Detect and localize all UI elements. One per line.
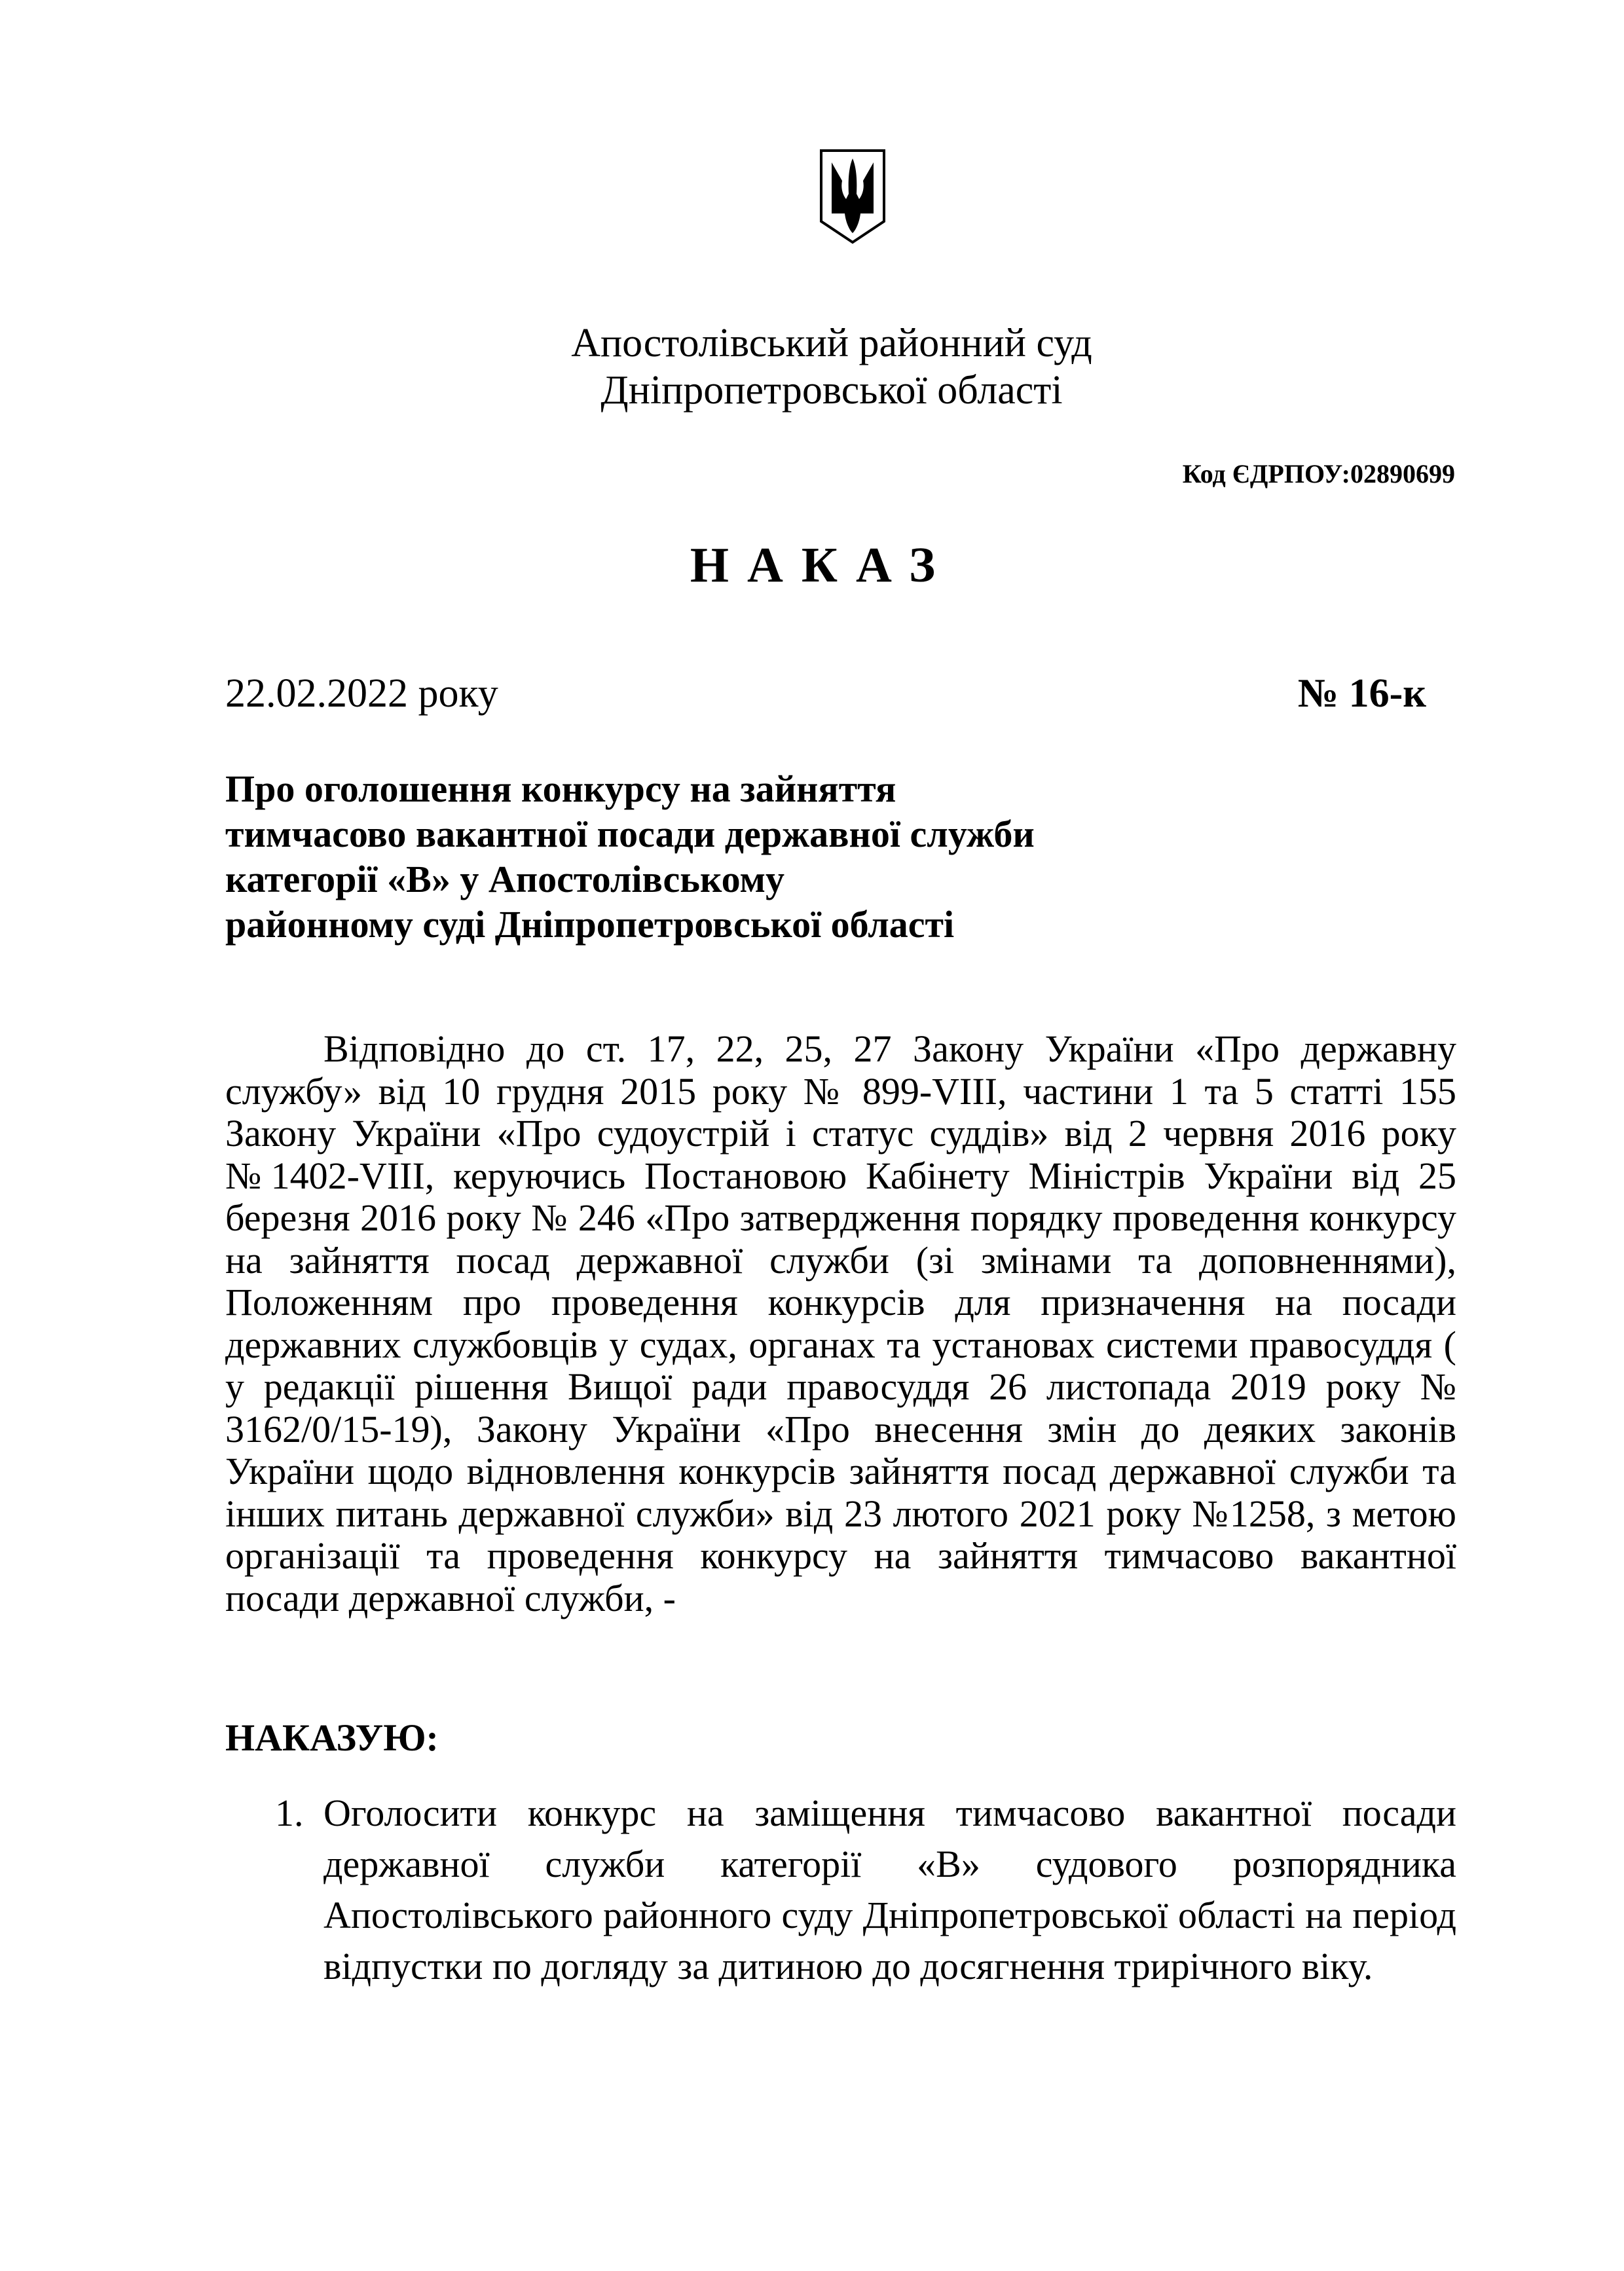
order-items-list [275, 1788, 1456, 1992]
order-item-text: Оголосити конкурс на заміщення тимчасово вакантної посади державної служби категорії «В» судового розпорядника Апостолівського районного суду Дніпропетровської області на період відпустки по догляду за дитиною до досягнення трирічного віку. [323, 1792, 1456, 1987]
order-item-number: 1. [275, 1792, 304, 1834]
subject-line: тимчасово вакантної посади державної служби [225, 813, 1035, 855]
organization-line-2: Дніпропетровської області [600, 368, 1063, 413]
subject-line: категорії «В» у Апостолівському [225, 858, 784, 900]
preamble-paragraph: Відповідно до ст. 17, 22, 25, 27 Закону України «Про державну службу» від 10 грудня 2015 року № 899-VIII, частини 1 та 5 статті 155 Закону України «Про судоустрій і статус суддів» від 2 червня 2016 року №1402-VIII, керуючись Постановою Кабінету Міністрів України від 25 березня 2016 року № 246 «Про затвердження порядку проведення конкурсу на зайняття посад державної служби (зі змінами та доповненнями), Положенням про проведення конкурсів для призначення на посади державних службовців у судах, органах та установах системи правосуддя ( у редакції рішення Вищої ради правосуддя 26 листопада 2019 року № 3162/0/15-19), Закону України «Про внесення змін до деяких законів України щодо відновлення конкурсів зайняття посад державної служби та інших питань державної служби» від 23 лютого 2021 року №1258, з метою організації та проведення конкурсу на зайняття тимчасово вакантної посади державної служби, - [225, 1027, 1456, 1619]
order-label: НАКАЗУЮ: [225, 1716, 439, 1759]
organization-line-1: Апостолівський районний суд [571, 321, 1092, 365]
ukraine-trident-coat-of-arms-icon [819, 148, 887, 245]
document-date: 22.02.2022 року [225, 671, 498, 716]
edrpou-code: Код ЄДРПОУ:02890699 [1182, 459, 1455, 489]
order-item [275, 1788, 1456, 1992]
subject-line: районному суді Дніпропетровської області [225, 903, 955, 946]
subject-line: Про оголошення конкурсу на зайняття [225, 767, 896, 810]
document-subject [225, 766, 1035, 947]
organization-name [0, 320, 1624, 414]
document-number: № 16-к [1297, 671, 1426, 716]
document-type-title: НАКАЗ [690, 538, 954, 593]
